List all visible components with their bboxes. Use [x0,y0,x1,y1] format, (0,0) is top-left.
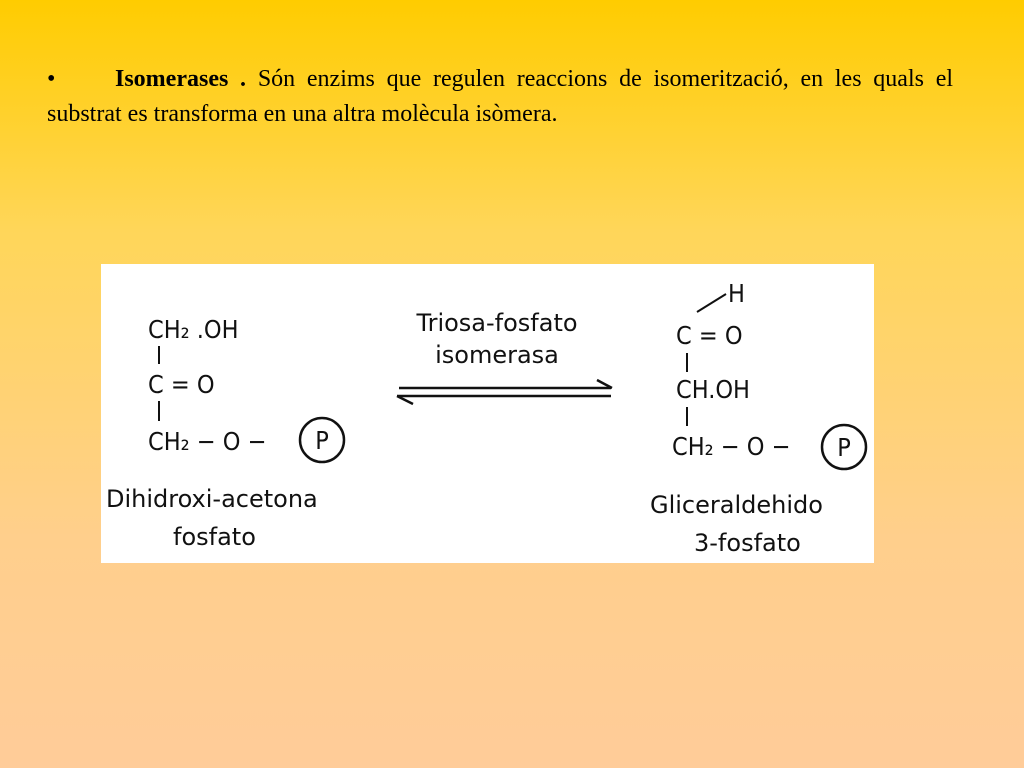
right-aldehyde-h: H [728,279,745,308]
term-description: Són enzims que regulen reaccions de isomerització, en les quals el substrat es transforma en una altra molècula isòmera. [47,66,954,127]
right-ch2o: CH₂ − O − [672,432,791,461]
right-bond-h [697,294,726,312]
enzyme-name-line2: isomerasa [435,341,559,369]
right-phosphate-label: P [837,433,851,462]
enzyme-name-line1: Triosa-fosfato [416,309,578,337]
bullet-paragraph [47,62,953,132]
equilibrium-arrows [397,380,612,404]
reaction-figure [101,264,874,563]
reaction-diagram [101,264,874,563]
left-ch2oh: CH₂ .OH [148,315,239,344]
right-name-line1: Gliceraldehido [650,491,823,519]
left-name-line2: fosfato [173,523,256,551]
term-isomerases: Isomerases . [115,66,247,92]
bullet-mark: • [47,66,56,92]
left-phosphate-label: P [315,426,329,455]
right-chohl: CH.OH [676,375,750,404]
left-ch2o: CH₂ − O − [148,427,267,456]
left-name-line1: Dihidroxi-acetona [106,485,318,513]
right-carbonyl: C = O [676,321,743,350]
left-carbonyl: C = O [148,370,215,399]
right-name-line2: 3-fosfato [694,529,801,557]
